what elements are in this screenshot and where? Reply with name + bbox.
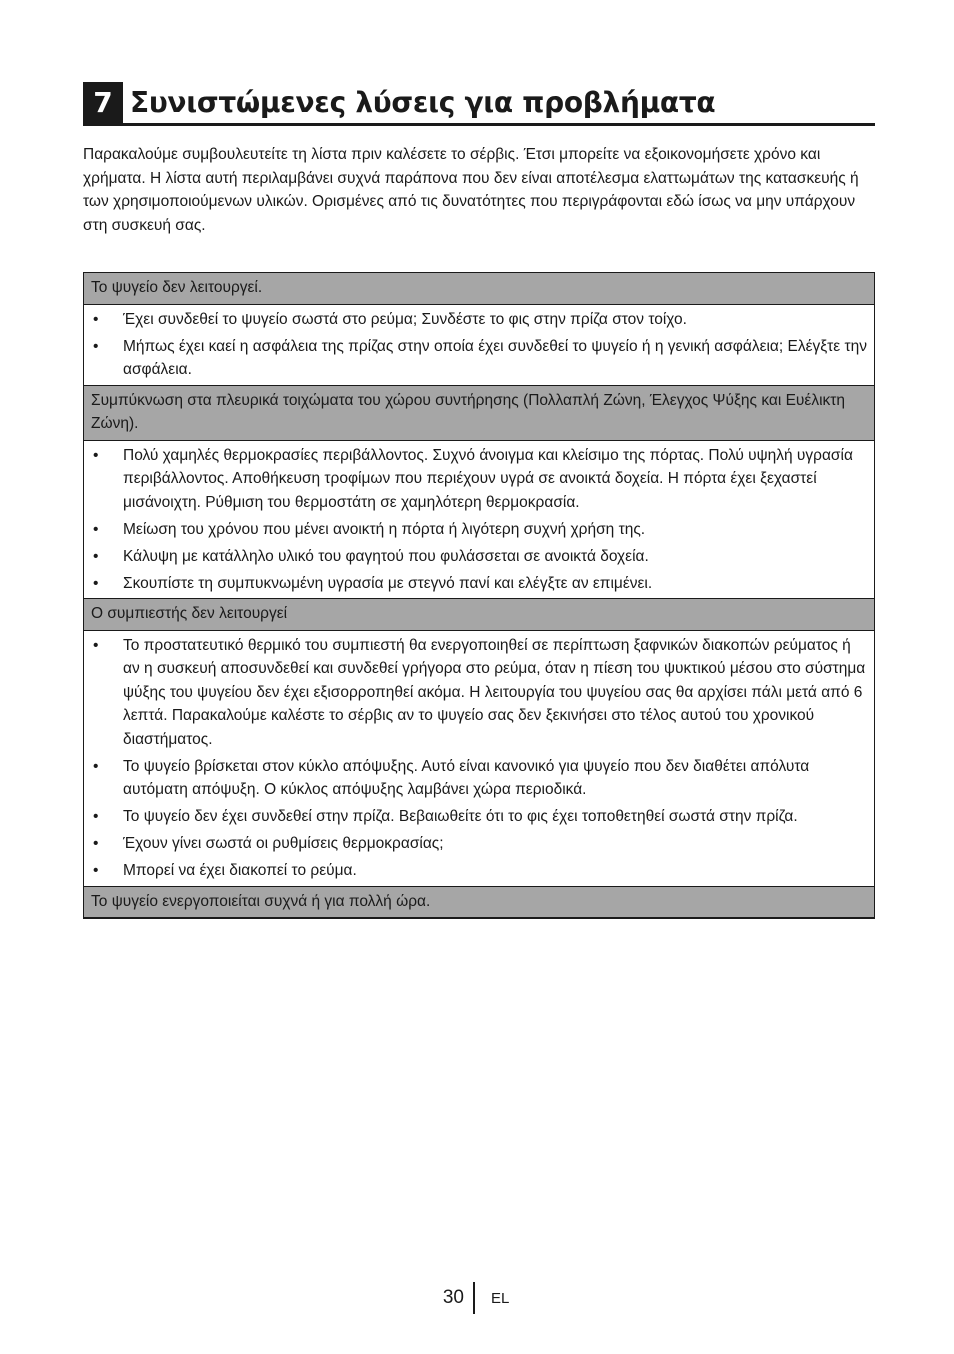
intro-paragraph: Παρακαλούμε συμβουλευτείτε τη λίστα πριν καλέσετε το σέρβις. Έτσι μπορείτε να εξοικονομήσετε χρόνο και χρήματα. Η λίστα αυτή περιλαμβάνει συχνά παράπονα που δεν είναι αποτέλεσμα ελαττωμάτων της κατασκευής ή των χρησιμοποιούμενων υλικών. Ορισμένες από τις δυνατότητες που περιγράφονται εδώ ίσως να μην υπάρχουν στη συσκευή σας. [83, 146, 859, 234]
solution-item [84, 805, 867, 829]
problem-title: Ο συμπιεστής δεν λειτουργεί [84, 599, 874, 631]
bullet-icon: • [93, 757, 99, 775]
solution-item [84, 832, 867, 856]
solution-text: Μείωση του χρόνου που μένει ανοικτή η πόρτα ή λιγότερη συχνή χρήση της. [123, 520, 646, 538]
footer-divider [473, 1282, 475, 1314]
bullet-icon: • [93, 835, 99, 852]
section-title: Συνιστώμενες λύσεις για προβλήματα [130, 86, 716, 119]
solution-item [84, 545, 867, 569]
solution-item [84, 755, 867, 802]
solution-text: Κάλυψη με κατάλληλο υλικό του φαγητού που φυλάσσεται σε ανοικτά δοχεία. [123, 547, 649, 565]
bullet-icon: • [93, 547, 99, 565]
solution-text: Έχουν γίνει σωστά οι ρυθμίσεις θερμοκρασίας; [123, 835, 444, 852]
solution-item [84, 572, 867, 596]
solution-text: Μήπως έχει καεί η ασφάλεια της πρίζας στην οποία έχει συνδεθεί το ψυγείο ή η γενική ασφάλεια; Ελέγξτε την ασφάλεια. [123, 337, 868, 378]
bullet-icon: • [93, 808, 99, 825]
bullet-icon: • [93, 520, 99, 538]
solution-text: Το ψυγείο βρίσκεται στον κύκλο απόψυξης. Αυτό είναι κανονικό για ψυγείο που δεν διαθέτει απόλυτα αυτόματη απόψυξη. Ο κύκλος απόψυξης λαμβάνει χώρα περιοδικά. [123, 757, 810, 798]
problem-title: Το ψυγείο ενεργοποιείται συχνά ή για πολλή ώρα. [84, 887, 874, 919]
solution-text: Σκουπίστε τη συμπυκνωμένη υγρασία με στεγνό πανί και ελέγξτε αν επιμένει. [123, 574, 653, 592]
solution-list [84, 634, 867, 883]
solution-item [84, 634, 867, 752]
bullet-icon: • [93, 310, 99, 328]
problem-solutions [84, 441, 874, 600]
solution-text: Πολύ χαμηλές θερμοκρασίες περιβάλλοντος. Συχνό άνοιγμα και κλείσιμο της πόρτας. Πολύ υψηλή υγρασία περιβάλλοντος. Αποθήκευση τροφίμων που περιέχουν υγρά σε ανοικτά δοχεία. Η πόρτα έχει ξεχαστεί μισάνοιχτη. Ρύθμιση του θερμοστάτη σε χαμηλότερη θερμοκρασία. [123, 446, 853, 511]
bullet-icon: • [93, 636, 99, 654]
language-code: EL [491, 1290, 510, 1307]
solution-text: Έχει συνδεθεί το ψυγείο σωστά στο ρεύμα; Συνδέστε το φις στην πρίζα στον τοίχο. [123, 310, 687, 328]
solution-item [84, 335, 867, 382]
solution-item [84, 859, 867, 883]
problem-title: Το ψυγείο δεν λειτουργεί. [84, 273, 874, 305]
solution-item [84, 518, 867, 542]
problem-title: Συμπύκνωση στα πλευρικά τοιχώματα του χώρου συντήρησης (Πολλαπλή Ζώνη, Έλεγχος Ψύξης και Ευέλικτη Ζώνη). [84, 386, 874, 441]
problem-solutions [84, 305, 874, 386]
solution-text: Το προστατευτικό θερμικό του συμπιεστή θα ενεργοποιηθεί σε περίπτωση ξαφνικών διακοπών ρεύματος ή αν η συσκευή αποσυνδεθεί και συνδεθεί γρήγορα στο ρεύμα, όταν η πίεση του ψυκτικού μέσου στο σύστημα ψύξης του ψυγείου δεν έχει εξισορροπηθεί ακόμα. Η λειτουργία του ψυγείου σας θα αρχίσει πάλι μετά από 6 λεπτά. Παρακαλούμε καλέστε το σέρβις αν το ψυγείο σας δεν ξεκινήσει στο τέλος αυτού του χρονικού διαστήματος. [123, 636, 866, 748]
troubleshooting-table [83, 272, 875, 919]
solution-list [84, 308, 867, 382]
bullet-icon: • [93, 862, 99, 879]
solution-item [84, 308, 867, 332]
solution-text: Μπορεί να έχει διακοπεί το ρεύμα. [123, 862, 357, 879]
solution-list [84, 444, 867, 596]
section-number: 7 [83, 82, 123, 123]
problem-solutions [84, 631, 874, 887]
solution-text: Το ψυγείο δεν έχει συνδεθεί στην πρίζα. Βεβαιωθείτε ότι το φις έχει τοποθετηθεί σωστά στην πρίζα. [123, 808, 798, 825]
bullet-icon: • [93, 446, 99, 464]
solution-item [84, 444, 867, 515]
section-header [83, 82, 875, 126]
bullet-icon: • [93, 574, 99, 592]
page-number: 30 [442, 1287, 464, 1308]
bullet-icon: • [93, 337, 99, 355]
